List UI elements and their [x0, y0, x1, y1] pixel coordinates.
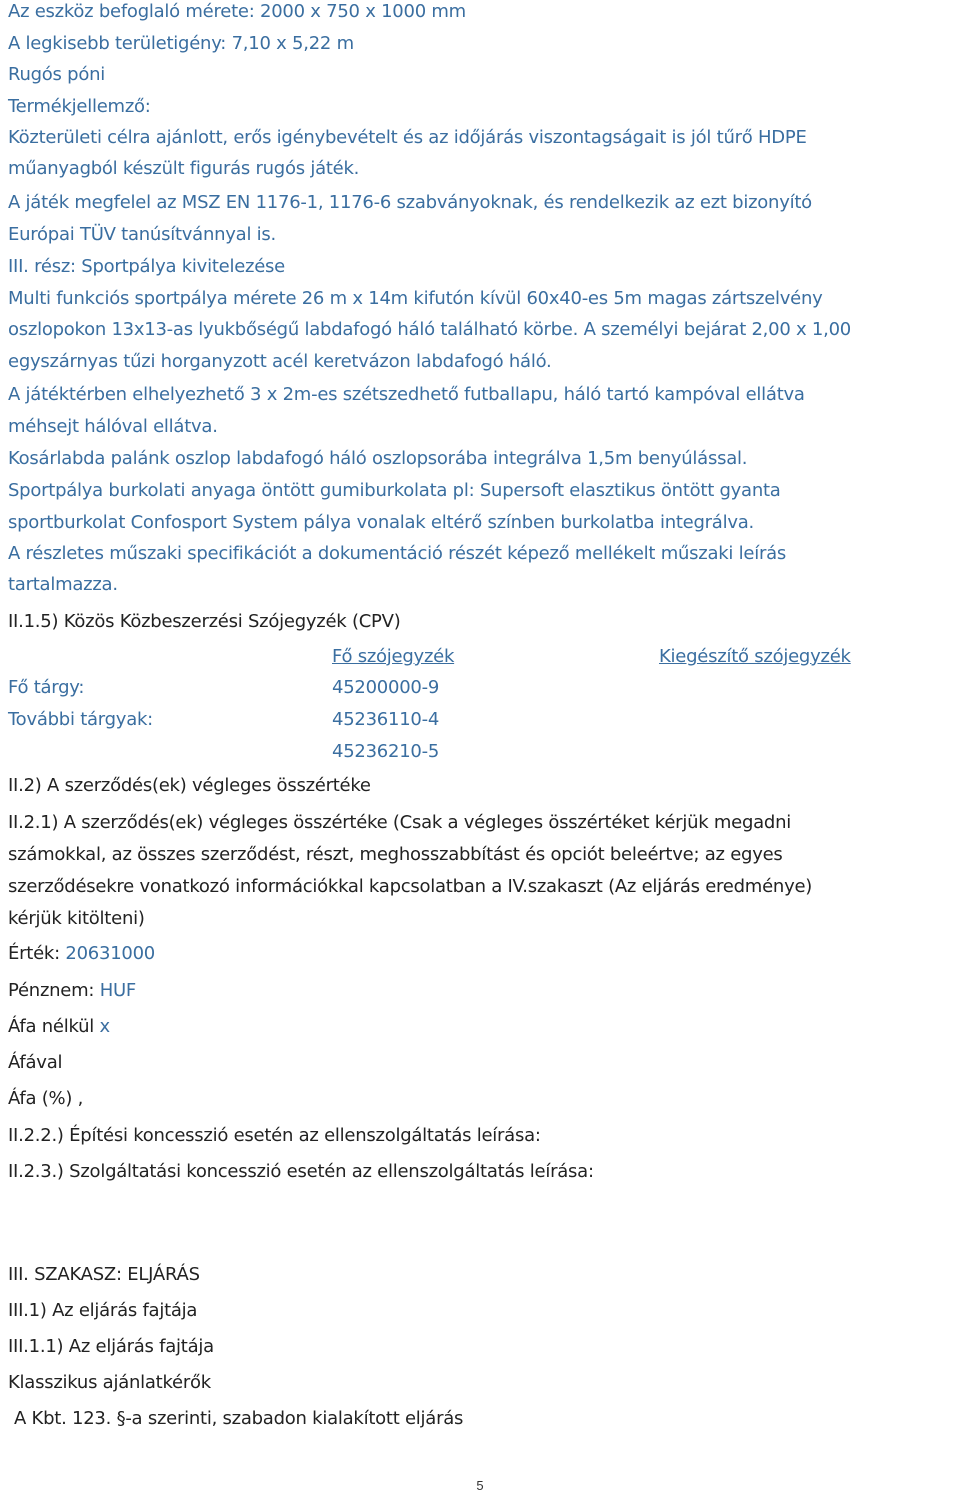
afa-nelkul-row — [8, 1016, 110, 1038]
cpv-main-code: 45200000-9 — [332, 677, 440, 698]
value-para-4: kérjük kitölteni) — [8, 908, 145, 929]
spec-line-9: III. rész: Sportpálya kivitelezése — [8, 256, 286, 277]
cpv-col-extra: Kiegészítő szójegyzék — [659, 646, 851, 667]
spec-line-5: Közterületi célra ajánlott, erős igénybevételt és az időjárás viszontagságait is jól tűrő HDPE — [8, 127, 807, 148]
section-3-title: III. SZAKASZ: ELJÁRÁS — [8, 1264, 200, 1285]
cpv-heading: II.1.5) Közös Közbeszerzési Szójegyzék (CPV) — [8, 611, 401, 632]
spec-line-17: sportburkolat Confosport System pálya vonalak eltérő színben burkolatba integrálva. — [8, 512, 754, 533]
ertek-value: 20631000 — [65, 943, 156, 964]
afaval-label: Áfával — [8, 1052, 63, 1073]
section-3-1-1: III.1.1) Az eljárás fajtája — [8, 1336, 214, 1357]
spec-line-8: Európai TÜV tanúsítvánnyal is. — [8, 224, 277, 245]
value-para-2: számokkal, az összes szerződést, részt, meghosszabbítást és opciót beleértve; az egyes — [8, 844, 783, 865]
penznem-value: HUF — [99, 980, 137, 1001]
afa-nelkul-value: x — [99, 1016, 110, 1037]
section-2-2-3: II.2.3.) Szolgáltatási koncesszió esetén az ellenszolgáltatás leírása: — [8, 1161, 594, 1182]
spec-line-6: műanyagból készült figurás rugós játék. — [8, 158, 360, 179]
spec-line-18: A részletes műszaki specifikációt a dokumentáció részét képező mellékelt műszaki leírás — [8, 543, 787, 564]
spec-line-3: Rugós póni — [8, 64, 105, 85]
spec-line-12: egyszárnyas tűzi horganyzott acél keretvázon labdafogó háló. — [8, 351, 552, 372]
cpv-further-label: További tárgyak: — [8, 709, 153, 730]
spec-line-15: Kosárlabda palánk oszlop labdafogó háló oszlopsorába integrálva 1,5m benyúlással. — [8, 448, 748, 469]
spec-line-7: A játék megfelel az MSZ EN 1176-1, 1176-6 szabványoknak, és rendelkezik az ezt bizonyító — [8, 192, 812, 213]
cpv-col-main: Fő szójegyzék — [332, 646, 455, 667]
spec-line-1: Az eszköz befoglaló mérete: 2000 x 750 x 1000 mm — [8, 1, 466, 22]
procedure-law: A Kbt. 123. §-a szerinti, szabadon kialakított eljárás — [14, 1408, 464, 1429]
afa-percent-label: Áfa (%) , — [8, 1088, 84, 1109]
spec-line-2: A legkisebb területigény: 7,10 x 5,22 m — [8, 33, 354, 54]
cpv-further-code-1: 45236110-4 — [332, 709, 440, 730]
value-heading: II.2) A szerződés(ek) végleges összértéke — [8, 775, 371, 796]
section-3-1: III.1) Az eljárás fajtája — [8, 1300, 198, 1321]
spec-line-14: méhsejt hálóval ellátva. — [8, 416, 218, 437]
spec-line-19: tartalmazza. — [8, 574, 118, 595]
value-para-1: II.2.1) A szerződés(ek) végleges összértéke (Csak a végleges összértéket kérjük megadni — [8, 812, 792, 833]
penznem-label: Pénznem: — [8, 980, 95, 1001]
spec-line-13: A játéktérben elhelyezhető 3 x 2m-es szétszedhető futballapu, háló tartó kampóval ellátva — [8, 384, 805, 405]
cpv-further-code-2: 45236210-5 — [332, 741, 440, 762]
spec-line-4: Termékjellemző: — [8, 96, 151, 117]
cpv-main-label: Fő tárgy: — [8, 677, 85, 698]
ertek-row — [8, 943, 155, 965]
spec-line-11: oszlopokon 13x13-as lyukbőségű labdafogó háló található körbe. A személyi bejárat 2,00 x 1,00 — [8, 319, 851, 340]
section-2-2-2: II.2.2.) Építési koncesszió esetén az ellenszolgáltatás leírása: — [8, 1125, 541, 1146]
spec-line-16: Sportpálya burkolati anyaga öntött gumiburkolata pl: Supersoft elasztikus öntött gyanta — [8, 480, 781, 501]
ertek-label: Érték: — [8, 943, 60, 964]
page-number: 5 — [476, 1478, 484, 1493]
penznem-row — [8, 980, 136, 1002]
value-para-3: szerződésekre vonatkozó információkkal kapcsolatban a IV.szakaszt (Az eljárás eredménye) — [8, 876, 813, 897]
spec-line-10: Multi funkciós sportpálya mérete 26 m x 14m kifutón kívül 60x40-es 5m magas zártszelvény — [8, 288, 823, 309]
procedure-type: Klasszikus ajánlatkérők — [8, 1372, 211, 1393]
afa-nelkul-label: Áfa nélkül — [8, 1016, 95, 1037]
